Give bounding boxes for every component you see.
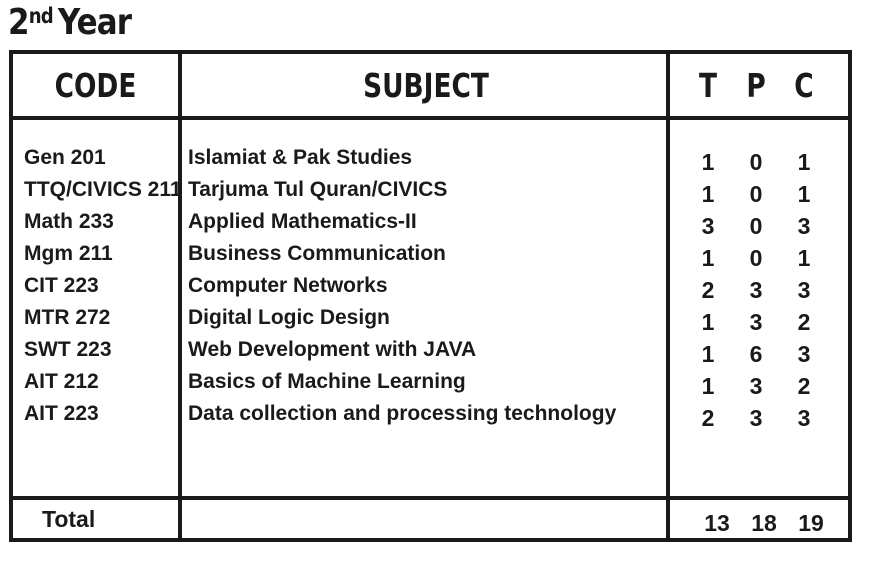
credit-hours: 3 (797, 341, 811, 367)
year-number: 2 (8, 2, 29, 43)
theory-hours: 1 (701, 245, 715, 271)
theory-hours: 1 (701, 149, 715, 175)
course-code: AIT 223 (24, 402, 99, 425)
header-divider (13, 116, 848, 120)
credit-hours: 3 (797, 405, 811, 431)
course-subject: Web Development with JAVA (188, 338, 477, 361)
course-code: SWT 223 (24, 338, 112, 361)
table-row (13, 178, 848, 210)
practical-hours: 3 (749, 373, 763, 399)
table-row (13, 402, 848, 434)
table-row (13, 210, 848, 242)
total-label: Total (42, 506, 96, 532)
practical-hours: 3 (749, 405, 763, 431)
practical-hours: 3 (749, 277, 763, 303)
practical-hours: 0 (749, 213, 763, 239)
theory-hours: 2 (701, 405, 715, 431)
practical-hours: 0 (749, 245, 763, 271)
course-subject: Tarjuma Tul Quran/CIVICS (188, 178, 448, 201)
course-subject: Islamiat & Pak Studies (188, 146, 413, 169)
total-divider (13, 496, 848, 500)
year-word: Year (57, 2, 132, 43)
page-title (8, 2, 131, 43)
total-practical: 18 (751, 510, 777, 536)
course-code: MTR 272 (24, 306, 111, 329)
total-credits: 19 (798, 510, 824, 536)
course-subject: Basics of Machine Learning (188, 370, 466, 393)
course-code: Mgm 211 (24, 242, 113, 265)
course-code: Gen 201 (24, 146, 106, 169)
header-subject: SUBJECT (363, 66, 489, 105)
credit-hours: 3 (797, 213, 811, 239)
practical-hours: 6 (749, 341, 763, 367)
course-code: TTQ/CIVICS 211 (24, 178, 182, 201)
course-code: AIT 212 (24, 370, 99, 393)
course-subject: Business Communication (188, 242, 446, 265)
header-theory: T (698, 66, 717, 105)
credit-hours: 2 (797, 373, 811, 399)
course-table (9, 50, 852, 542)
theory-hours: 1 (701, 341, 715, 367)
theory-hours: 2 (701, 277, 715, 303)
practical-hours: 0 (749, 181, 763, 207)
credit-hours: 1 (797, 245, 811, 271)
credit-hours: 3 (797, 277, 811, 303)
course-code: CIT 223 (24, 274, 99, 297)
header-practical: P (746, 66, 766, 105)
table-row (13, 274, 848, 306)
course-subject: Applied Mathematics-II (188, 210, 417, 233)
credit-hours: 1 (797, 149, 811, 175)
practical-hours: 3 (749, 309, 763, 335)
table-row (13, 146, 848, 178)
course-subject: Digital Logic Design (188, 306, 390, 329)
theory-hours: 1 (701, 181, 715, 207)
table-row (13, 338, 848, 370)
credit-hours: 2 (797, 309, 811, 335)
year-ordinal-suffix: nd (28, 4, 53, 28)
theory-hours: 1 (701, 309, 715, 335)
header-credits: C (794, 66, 814, 105)
course-subject: Computer Networks (188, 274, 388, 297)
course-subject: Data collection and processing technology (188, 402, 617, 425)
table-row (13, 306, 848, 338)
practical-hours: 0 (749, 149, 763, 175)
table-row (13, 370, 848, 402)
course-code: Math 233 (24, 210, 114, 233)
theory-hours: 3 (701, 213, 715, 239)
table-row (13, 242, 848, 274)
theory-hours: 1 (701, 373, 715, 399)
total-theory: 13 (704, 510, 730, 536)
credit-hours: 1 (797, 181, 811, 207)
header-code: CODE (54, 66, 137, 105)
